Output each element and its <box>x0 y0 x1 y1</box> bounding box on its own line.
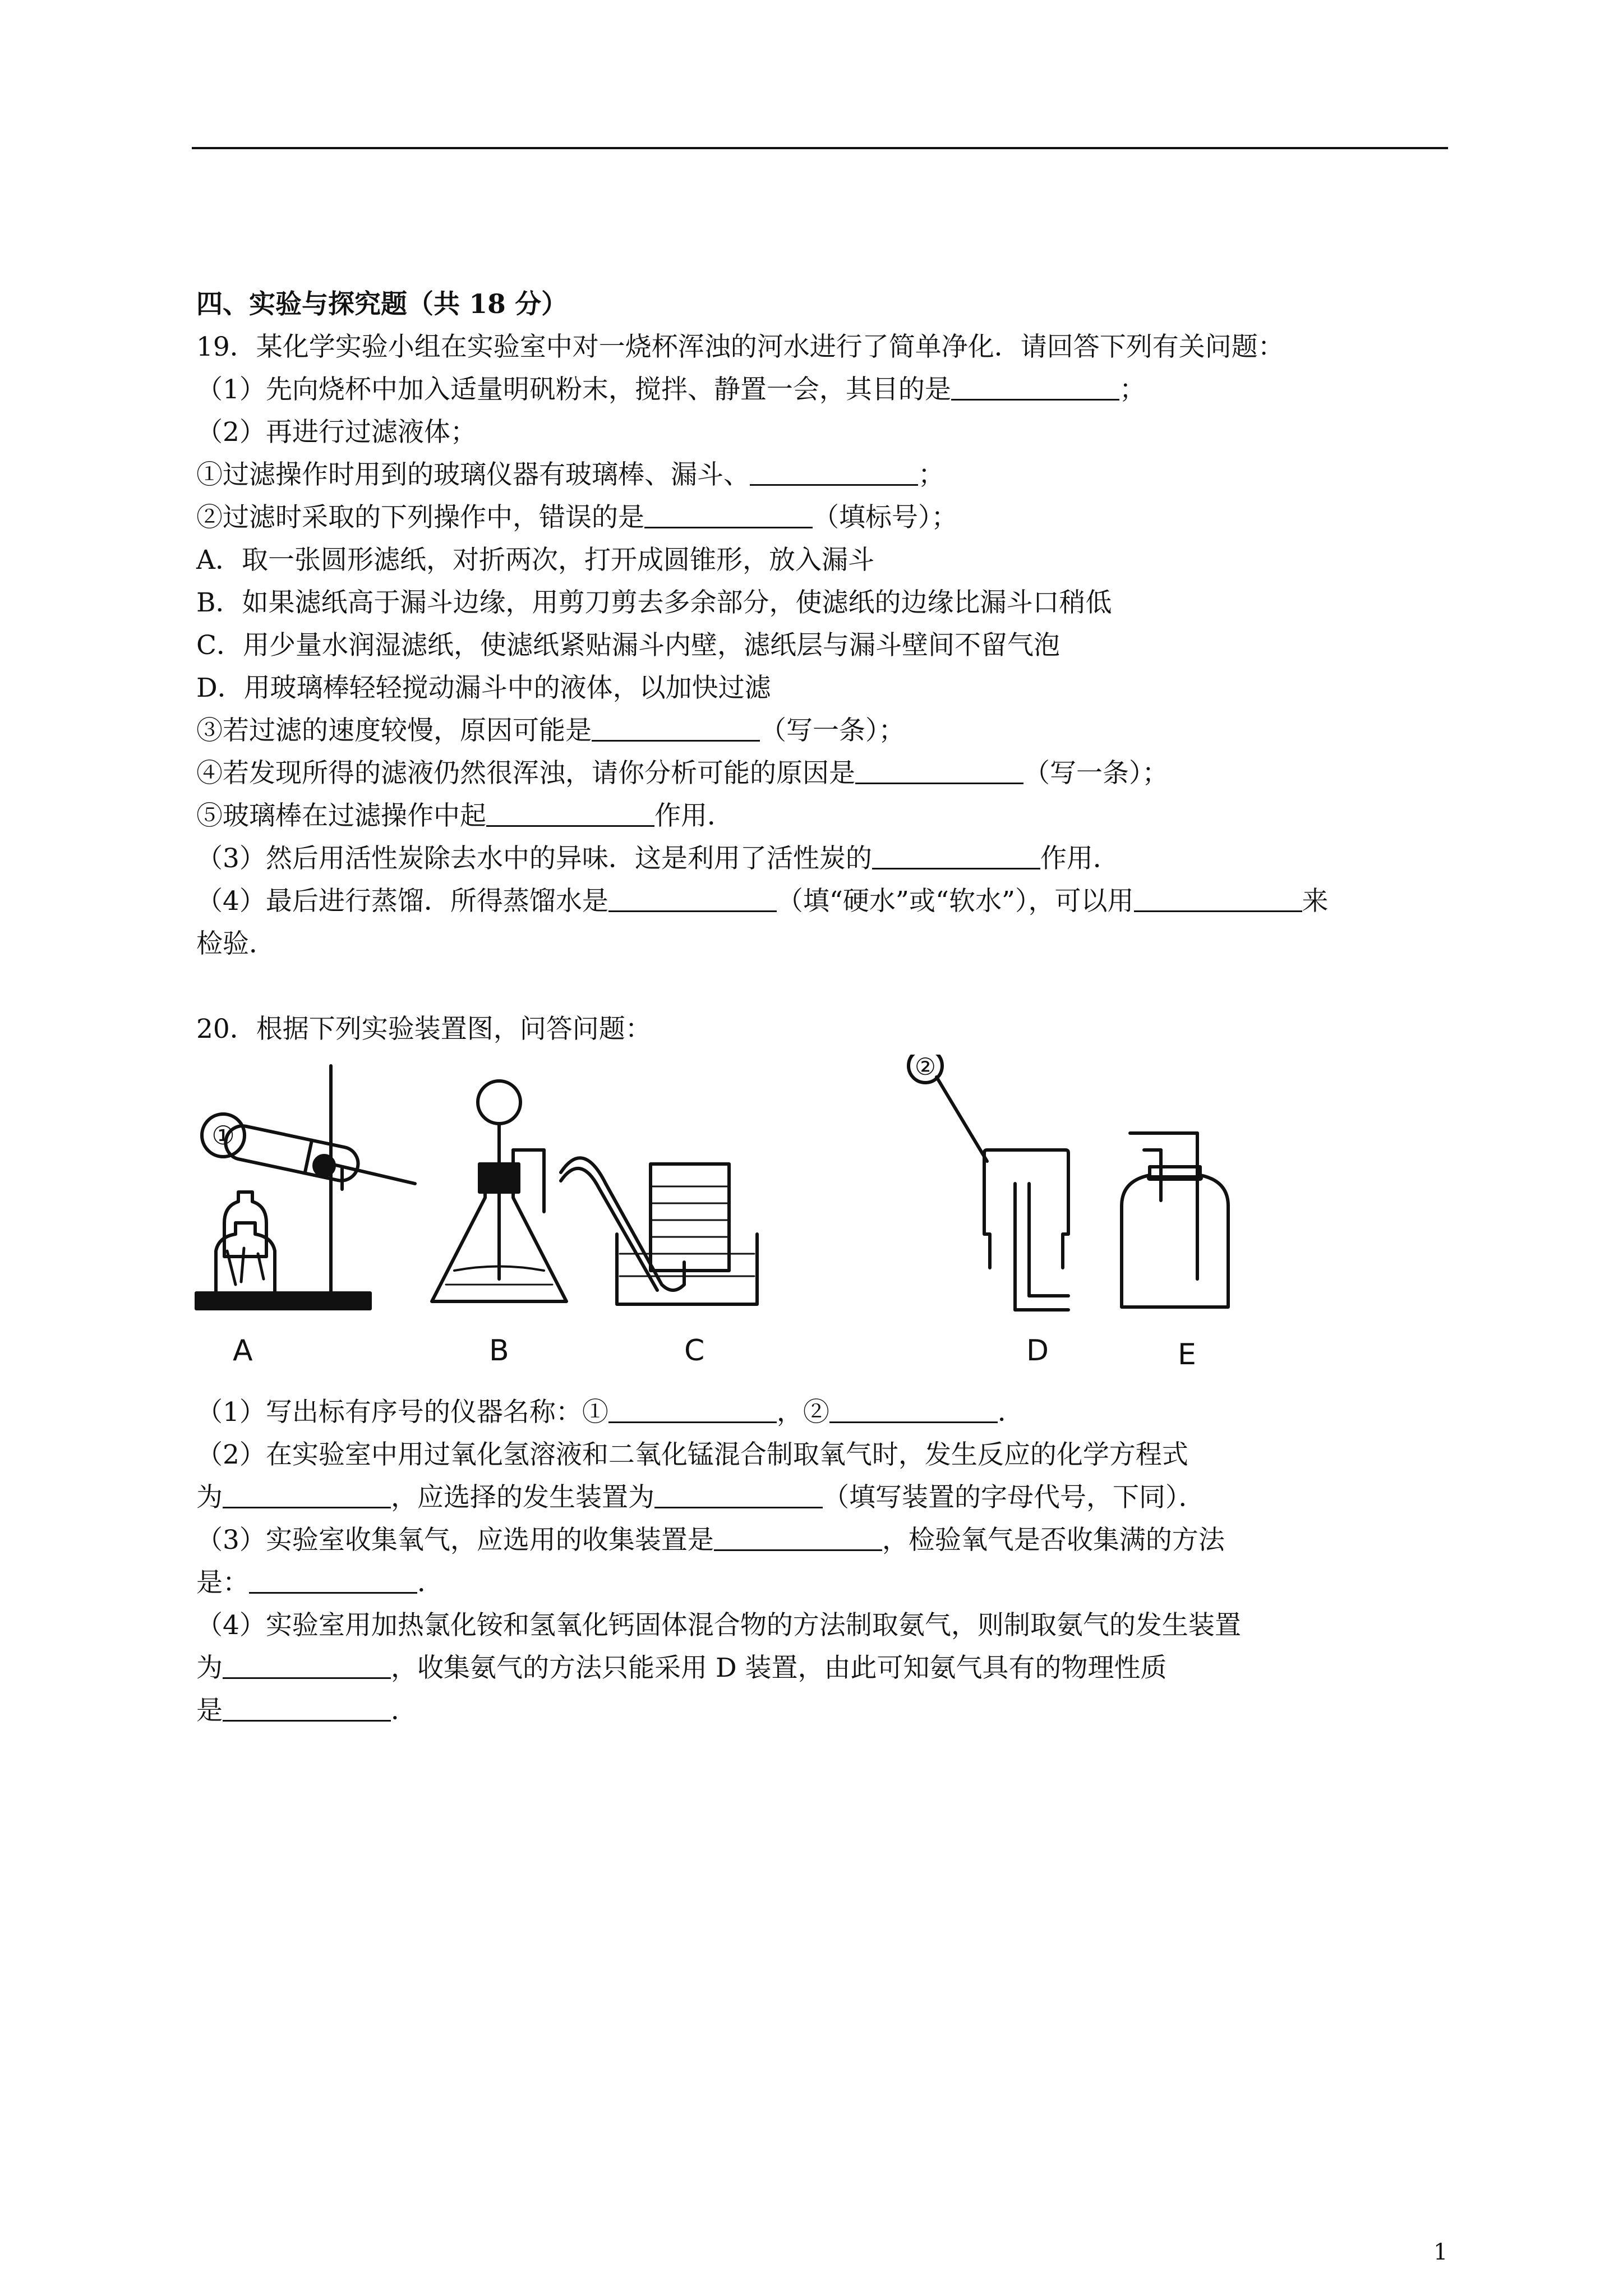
q19-sub-1-text: ①过滤操作时用到的玻璃仪器有玻璃棒、漏斗、 <box>196 459 750 490</box>
label-b: B <box>489 1334 509 1368</box>
label-a: A <box>233 1334 253 1368</box>
q20-part-1 <box>196 1391 1453 1434</box>
q20-part-4-mid: ，收集氨气的方法只能采用 D 装置，由此可知氨气具有的物理性质 <box>391 1653 1167 1683</box>
q20-part-4: （4）实验室用加热氯化铵和氢氧化钙固体混合物的方法制取氨气，则制取氨气的发生装置 <box>196 1610 1241 1641</box>
q19-part-4-mid: （填“硬水”或“软水”），可以用 <box>776 886 1134 917</box>
apparatus-c <box>561 1158 757 1368</box>
answer-blank[interactable] <box>223 1697 391 1722</box>
answer-blank[interactable] <box>714 1527 882 1551</box>
answer-blank[interactable] <box>608 1399 777 1423</box>
option-b: B．如果滤纸高于漏斗边缘，用剪刀剪去多余部分，使滤纸的边缘比漏斗口稍低 <box>196 587 1112 618</box>
q19-part-4-cont: 检验． <box>196 928 275 959</box>
label-e: E <box>1178 1338 1196 1372</box>
q19-sub-3-text: ③若过滤的速度较慢，原因可能是 <box>196 715 592 746</box>
q19-sub-2 <box>196 496 1453 539</box>
q20-part-2: （2）在实验室中用过氧化氢溶液和二氧化锰混合制取氧气时，发生反应的化学方程式 <box>196 1439 1188 1470</box>
q19-part-2: （2）再进行过滤液体； <box>196 417 477 448</box>
label-d: D <box>1026 1334 1049 1368</box>
answer-blank[interactable] <box>829 1399 998 1423</box>
q19-sub-1-end: ； <box>918 459 944 490</box>
option-c: C．用少量水润湿滤纸，使滤纸紧贴漏斗内壁，滤纸层与漏斗壁间不留气泡 <box>196 630 1060 661</box>
question-20-block <box>196 1391 1453 1732</box>
q19-part-4-end: 来 <box>1302 886 1329 917</box>
answer-blank[interactable] <box>872 845 1040 869</box>
answer-blank[interactable] <box>654 1484 823 1508</box>
label-c: C <box>684 1334 705 1368</box>
q20-part-4-lead2: 是 <box>196 1695 223 1726</box>
q19-part-4 <box>196 880 1453 923</box>
q19-sub-2-text: ②过滤时采取的下列操作中，错误的是 <box>196 502 644 533</box>
section-title: 四、实验与探究题（共 18 分） <box>196 289 568 320</box>
marker-1: ① <box>211 1120 235 1151</box>
page-number: 1 <box>1433 2239 1448 2265</box>
q19-part-1-text: （1）先向烧杯中加入适量明矾粉末，搅拌、静置一会，其目的是 <box>196 374 951 405</box>
q20-part-2-lead: 为 <box>196 1482 223 1513</box>
answer-blank[interactable] <box>223 1484 391 1508</box>
q20-part-3-cont <box>196 1562 1453 1604</box>
marker-2: ② <box>915 1055 936 1080</box>
apparatus-e <box>1122 1133 1228 1372</box>
answer-blank[interactable] <box>608 888 777 912</box>
q19-sub-4 <box>196 752 1453 795</box>
answer-blank[interactable] <box>750 462 918 486</box>
q19-stem: 19．某化学实验小组在实验室中对一烧杯浑浊的河水进行了简单净化．请回答下列有关问题： <box>196 332 1284 362</box>
q20-part-1-end: ． <box>997 1397 1024 1428</box>
apparatus-diagram <box>191 1055 1301 1391</box>
q20-part-3-end: ． <box>417 1567 444 1598</box>
q19-sub-3-end: （写一条）； <box>760 715 905 746</box>
answer-blank[interactable] <box>951 376 1119 401</box>
q19-sub-5 <box>196 795 1453 838</box>
q20-part-3-mid: ，检验氧气是否收集满的方法 <box>882 1525 1225 1556</box>
q19-sub-1 <box>196 454 1453 496</box>
q20-part-1-text: （1）写出标有序号的仪器名称：① <box>196 1397 608 1428</box>
q19-sub-4-text: ④若发现所得的滤液仍然很浑浊，请你分析可能的原因是 <box>196 758 855 789</box>
q19-part-1-end: ； <box>1119 374 1146 405</box>
q19-part-3-text: （3）然后用活性炭除去水中的异味．这是利用了活性炭的 <box>196 843 872 874</box>
q19-part-4-text: （4）最后进行蒸馏．所得蒸馏水是 <box>196 886 608 917</box>
answer-blank[interactable] <box>223 1655 391 1679</box>
q19-part-3 <box>196 838 1453 880</box>
q19-sub-5-end: 作用． <box>654 800 734 831</box>
q20-part-2-cont <box>196 1476 1453 1519</box>
q19-sub-2-end: （填标号）； <box>813 502 958 533</box>
apparatus-b <box>432 1081 566 1368</box>
q19-sub-4-end: （写一条）； <box>1023 758 1169 789</box>
q20-part-4-end: ． <box>391 1695 417 1726</box>
question-19-block <box>196 283 1453 1051</box>
q20-part-3-text: （3）实验室收集氧气，应选用的收集装置是 <box>196 1525 714 1556</box>
option-a: A．取一张圆形滤纸，对折两次，打开成圆锥形，放入漏斗 <box>196 545 874 576</box>
q20-part-2-end: （填写装置的字母代号，下同）． <box>823 1482 1205 1513</box>
q19-sub-3 <box>196 710 1453 752</box>
answer-blank[interactable] <box>855 760 1023 784</box>
q20-stem: 20．根据下列实验装置图，问答问题： <box>196 1014 652 1045</box>
q20-part-1-mid: ，② <box>776 1397 829 1428</box>
apparatus-a <box>196 1066 415 1368</box>
q20-part-4-lead: 为 <box>196 1653 223 1683</box>
answer-blank[interactable] <box>486 803 654 827</box>
answer-blank[interactable] <box>1134 888 1302 912</box>
q20-part-2-mid: ，应选择的发生装置为 <box>391 1482 654 1513</box>
answer-blank[interactable] <box>644 504 813 528</box>
q20-part-4-cont <box>196 1647 1453 1690</box>
q20-part-3-lead: 是： <box>196 1567 249 1598</box>
apparatus-figure <box>191 1055 1301 1391</box>
answer-blank[interactable] <box>592 717 760 742</box>
apparatus-d <box>909 1055 1068 1368</box>
header-rule <box>192 147 1448 149</box>
q20-part-3 <box>196 1519 1453 1562</box>
answer-blank[interactable] <box>249 1570 417 1594</box>
q19-part-3-end: 作用． <box>1040 843 1119 874</box>
option-d: D．用玻璃棒轻轻搅动漏斗中的液体，以加快过滤 <box>196 673 771 703</box>
q19-part-1 <box>196 369 1453 411</box>
q20-part-4-cont2 <box>196 1690 1453 1732</box>
q19-sub-5-text: ⑤玻璃棒在过滤操作中起 <box>196 800 486 831</box>
